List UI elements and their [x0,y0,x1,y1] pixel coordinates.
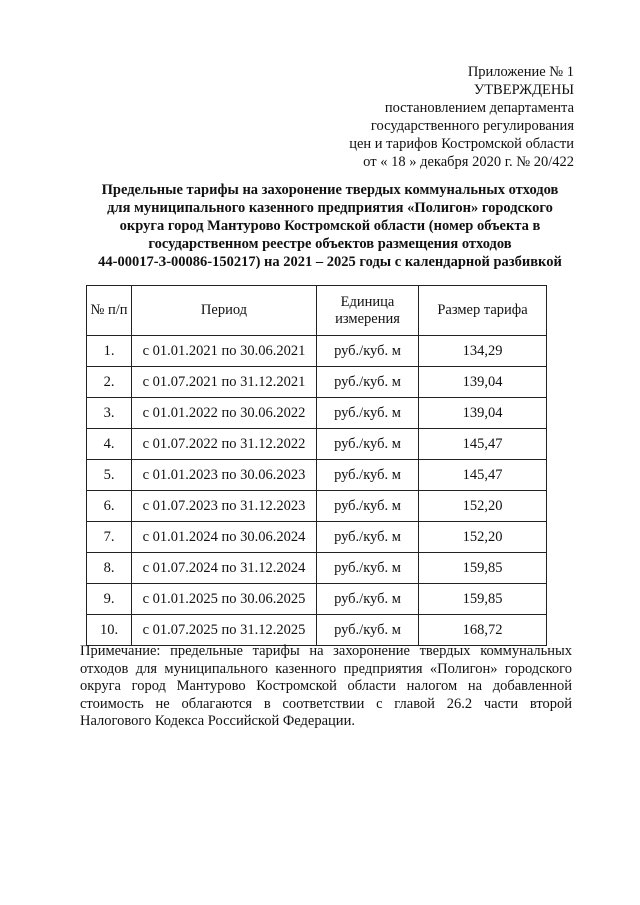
table-row [87,398,547,429]
cell-unit: руб./куб. м [317,429,419,460]
cell-period: с 01.07.2021 по 31.12.2021 [132,367,317,398]
table-header-row [87,286,547,336]
tariff-table [86,285,547,646]
table-row [87,522,547,553]
footnote: Примечание: предельные тарифы на захоронение твердых коммунальных отходов для муниципального казенного предприятия «Полигон» городского округа город Мантурово Костромской области налогом на добавленной стоимость не облагаются в соответствии с главой 26.2 части второй Налогового Кодекса Российской Федерации. [80,643,572,729]
title-line: государственном реестре объектов размещения отходов [148,236,512,252]
approval-block [349,63,574,171]
cell-unit: руб./куб. м [317,460,419,491]
table-body [87,336,547,646]
table-row [87,491,547,522]
cell-unit: руб./куб. м [317,553,419,584]
cell-period: с 01.07.2022 по 31.12.2022 [132,429,317,460]
cell-rate: 145,47 [419,460,547,491]
header-unit-line: Единица [340,293,395,310]
title-line: Предельные тарифы на захоронение твердых коммунальных отходов [101,182,559,198]
cell-number: 10. [87,615,132,646]
cell-period: с 01.01.2024 по 30.06.2024 [132,522,317,553]
approved-label: УТВЕРЖДЕНЫ [473,82,574,98]
cell-number: 5. [87,460,132,491]
cell-number: 9. [87,584,132,615]
cell-rate: 139,04 [419,367,547,398]
approval-line: цен и тарифов Костромской области [349,136,574,152]
cell-rate: 159,85 [419,553,547,584]
header-number: № п/п [87,286,132,336]
title-line: 44-00017-З-00086-150217) на 2021 – 2025 годы с календарной разбивкой [98,254,562,270]
cell-rate: 134,29 [419,336,547,367]
cell-period: с 01.07.2024 по 31.12.2024 [132,553,317,584]
cell-period: с 01.01.2021 по 30.06.2021 [132,336,317,367]
approval-line: постановлением департамента [384,100,574,116]
cell-number: 1. [87,336,132,367]
table-row [87,367,547,398]
cell-number: 6. [87,491,132,522]
cell-number: 3. [87,398,132,429]
appendix-number: Приложение № 1 [467,64,574,80]
approval-date: от « 18 » декабря 2020 г. № 20/422 [363,154,574,170]
cell-unit: руб./куб. м [317,522,419,553]
table-row [87,429,547,460]
cell-number: 7. [87,522,132,553]
table-row [87,553,547,584]
cell-number: 8. [87,553,132,584]
header-unit-line: измерения [335,310,400,327]
document-title [80,181,580,271]
approval-line: государственного регулирования [370,118,574,134]
cell-number: 2. [87,367,132,398]
cell-unit: руб./куб. м [317,584,419,615]
cell-unit: руб./куб. м [317,615,419,646]
table-row [87,460,547,491]
table-row [87,584,547,615]
cell-rate: 145,47 [419,429,547,460]
cell-unit: руб./куб. м [317,491,419,522]
cell-period: с 01.01.2025 по 30.06.2025 [132,584,317,615]
title-line: для муниципального казенного предприятия «Полигон» городского [107,200,553,216]
cell-period: с 01.01.2023 по 30.06.2023 [132,460,317,491]
cell-period: с 01.07.2025 по 31.12.2025 [132,615,317,646]
header-rate: Размер тарифа [419,286,547,336]
cell-rate: 152,20 [419,522,547,553]
cell-rate: 159,85 [419,584,547,615]
cell-rate: 139,04 [419,398,547,429]
cell-period: с 01.01.2022 по 30.06.2022 [132,398,317,429]
cell-unit: руб./куб. м [317,398,419,429]
cell-period: с 01.07.2023 по 31.12.2023 [132,491,317,522]
cell-unit: руб./куб. м [317,367,419,398]
cell-rate: 152,20 [419,491,547,522]
cell-number: 4. [87,429,132,460]
table-row [87,336,547,367]
header-period: Период [132,286,317,336]
title-line: округа город Мантурово Костромской области (номер объекта в [119,218,541,234]
header-unit [317,286,419,336]
table-row [87,615,547,646]
cell-unit: руб./куб. м [317,336,419,367]
cell-rate: 168,72 [419,615,547,646]
